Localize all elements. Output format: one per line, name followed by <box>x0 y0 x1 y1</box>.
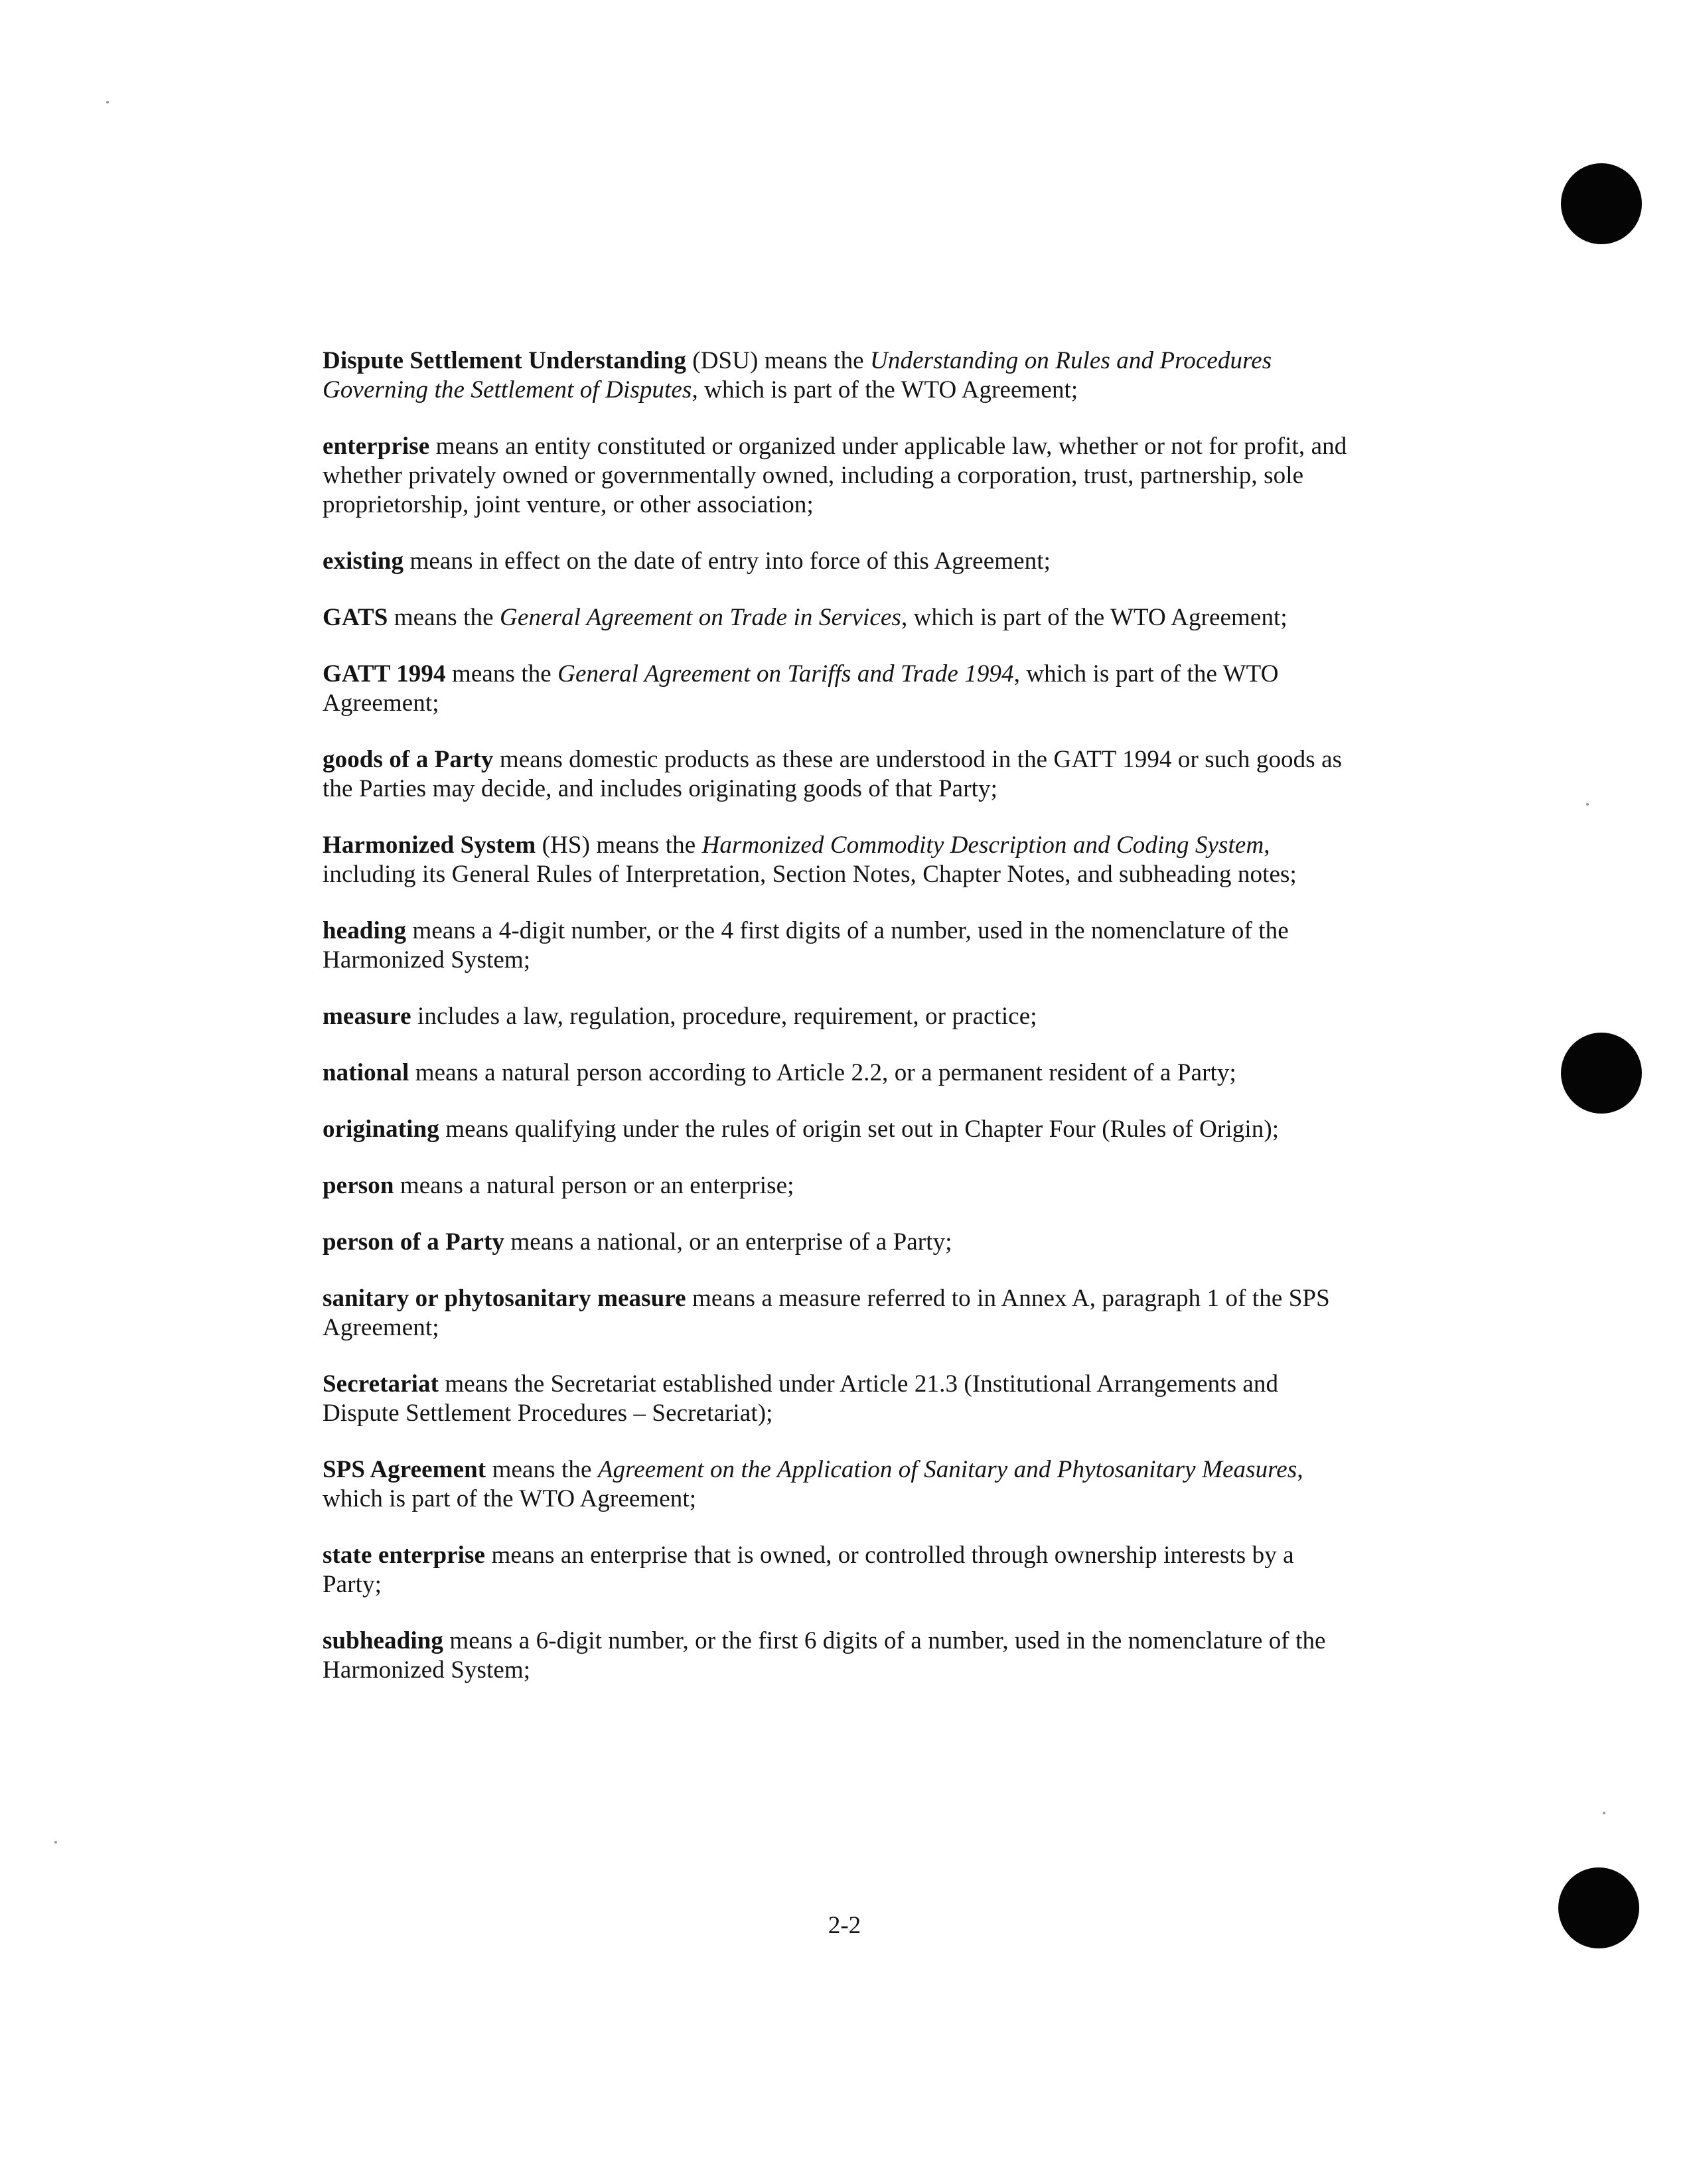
definition-term: national <box>323 1059 409 1086</box>
definition-term: existing <box>323 547 404 575</box>
definition-term: Secretariat <box>323 1370 439 1398</box>
definition-text: , which is part of the WTO Agreement; <box>901 604 1287 631</box>
definition-entry <box>323 1627 1358 1685</box>
definition-entry <box>323 1541 1358 1599</box>
definition-entry <box>323 1171 1358 1201</box>
definition-term: heading <box>323 917 407 944</box>
definition-cited-title: General Agreement on Trade in Services <box>500 604 901 631</box>
definition-term: measure <box>323 1003 411 1030</box>
definition-text: includes a law, regulation, procedure, requirement, or practice; <box>411 1003 1037 1030</box>
definition-term: person <box>323 1172 394 1199</box>
definition-text: means in effect on the date of entry into force of this Agreement; <box>404 547 1051 575</box>
definition-term: Dispute Settlement Understanding <box>323 347 686 374</box>
definition-text: , which is part of the WTO Agreement; <box>323 660 1279 717</box>
definition-term: person of a Party <box>323 1228 505 1256</box>
definition-term: GATT 1994 <box>323 660 446 688</box>
definition-entry <box>323 745 1358 804</box>
definition-term: sanitary or phytosanitary measure <box>323 1285 686 1312</box>
definition-entry <box>323 547 1358 576</box>
definition-entry <box>323 1115 1358 1144</box>
scan-speck <box>106 101 109 104</box>
definition-term: subheading <box>323 1627 443 1654</box>
definition-entry <box>323 660 1358 718</box>
definition-entry <box>323 1455 1358 1514</box>
definition-entry <box>323 1058 1358 1088</box>
definition-entry <box>323 432 1358 520</box>
definition-text: (HS) means the <box>536 832 702 859</box>
definition-text: means a 6-digit number, or the first 6 digits of a number, used in the nomenclature of the Harmonized System; <box>323 1627 1326 1684</box>
definitions-list <box>323 346 1358 1685</box>
definition-cited-title: Understanding on Rules and Procedures Governing the Settlement of Disputes <box>323 347 1272 403</box>
definition-text: means the <box>486 1456 598 1483</box>
scan-speck <box>1603 1812 1605 1814</box>
definition-text: means qualifying under the rules of origin set out in Chapter Four (Rules of Origin); <box>439 1116 1280 1143</box>
definition-text: means domestic products as these are understood in the GATT 1994 or such goods as the Parties may decide, and includes originating goods of that Party; <box>323 746 1343 802</box>
definition-term: Harmonized System <box>323 832 536 859</box>
definition-text: means the Secretariat established under Article 21.3 (Institutional Arrangements and Dispute Settlement Procedures – Secretariat); <box>323 1370 1279 1427</box>
page-number: 2-2 <box>828 1912 861 1939</box>
punch-hole-top <box>1561 163 1642 244</box>
definition-text: means an enterprise that is owned, or controlled through ownership interests by a Party; <box>323 1542 1294 1598</box>
definition-term: state enterprise <box>323 1542 486 1569</box>
definition-entry <box>323 831 1358 889</box>
definition-text: means the <box>388 604 500 631</box>
definition-text: means a national, or an enterprise of a Party; <box>504 1228 952 1256</box>
definition-text: means a natural person or an enterprise; <box>394 1172 794 1199</box>
definition-entry <box>323 603 1358 632</box>
definition-text: means a 4-digit number, or the 4 first digits of a number, used in the nomenclature of the Harmonized System; <box>323 917 1289 974</box>
definition-text: , which is part of the WTO Agreement; <box>692 376 1078 403</box>
definition-cited-title: Agreement on the Application of Sanitary and Phytosanitary Measures <box>597 1456 1297 1483</box>
punch-hole-middle <box>1561 1033 1642 1114</box>
definition-text: means the <box>445 660 558 688</box>
definition-entry <box>323 346 1358 405</box>
definition-entry <box>323 1284 1358 1343</box>
definition-term: GATS <box>323 604 388 631</box>
definition-text: means a natural person according to Article 2.2, or a permanent resident of a Party; <box>409 1059 1236 1086</box>
definition-entry <box>323 1002 1358 1031</box>
scan-speck <box>1586 803 1589 806</box>
definition-text: , which is part of the WTO Agreement; <box>323 1456 1303 1512</box>
scan-speck <box>54 1841 57 1844</box>
definition-text: (DSU) means the <box>686 347 871 374</box>
definition-cited-title: Harmonized Commodity Description and Coding System <box>701 832 1264 859</box>
definition-text: means a measure referred to in Annex A, paragraph 1 of the SPS Agreement; <box>323 1285 1330 1341</box>
definition-cited-title: General Agreement on Tariffs and Trade 1994 <box>557 660 1014 688</box>
definition-term: goods of a Party <box>323 746 494 773</box>
definition-term: enterprise <box>323 433 430 460</box>
definition-term: SPS Agreement <box>323 1456 486 1483</box>
definition-entry <box>323 916 1358 975</box>
definition-text: , including its General Rules of Interpretation, Section Notes, Chapter Notes, and subheading notes; <box>323 832 1297 888</box>
definition-text: means an entity constituted or organized under applicable law, whether or not for profit, and whether privately owned or governmentally owned, including a corporation, trust, partnership, sole proprietorship, joint venture, or other association; <box>323 433 1347 518</box>
definition-entry <box>323 1370 1358 1428</box>
definition-entry <box>323 1228 1358 1257</box>
definition-term: originating <box>323 1116 439 1143</box>
